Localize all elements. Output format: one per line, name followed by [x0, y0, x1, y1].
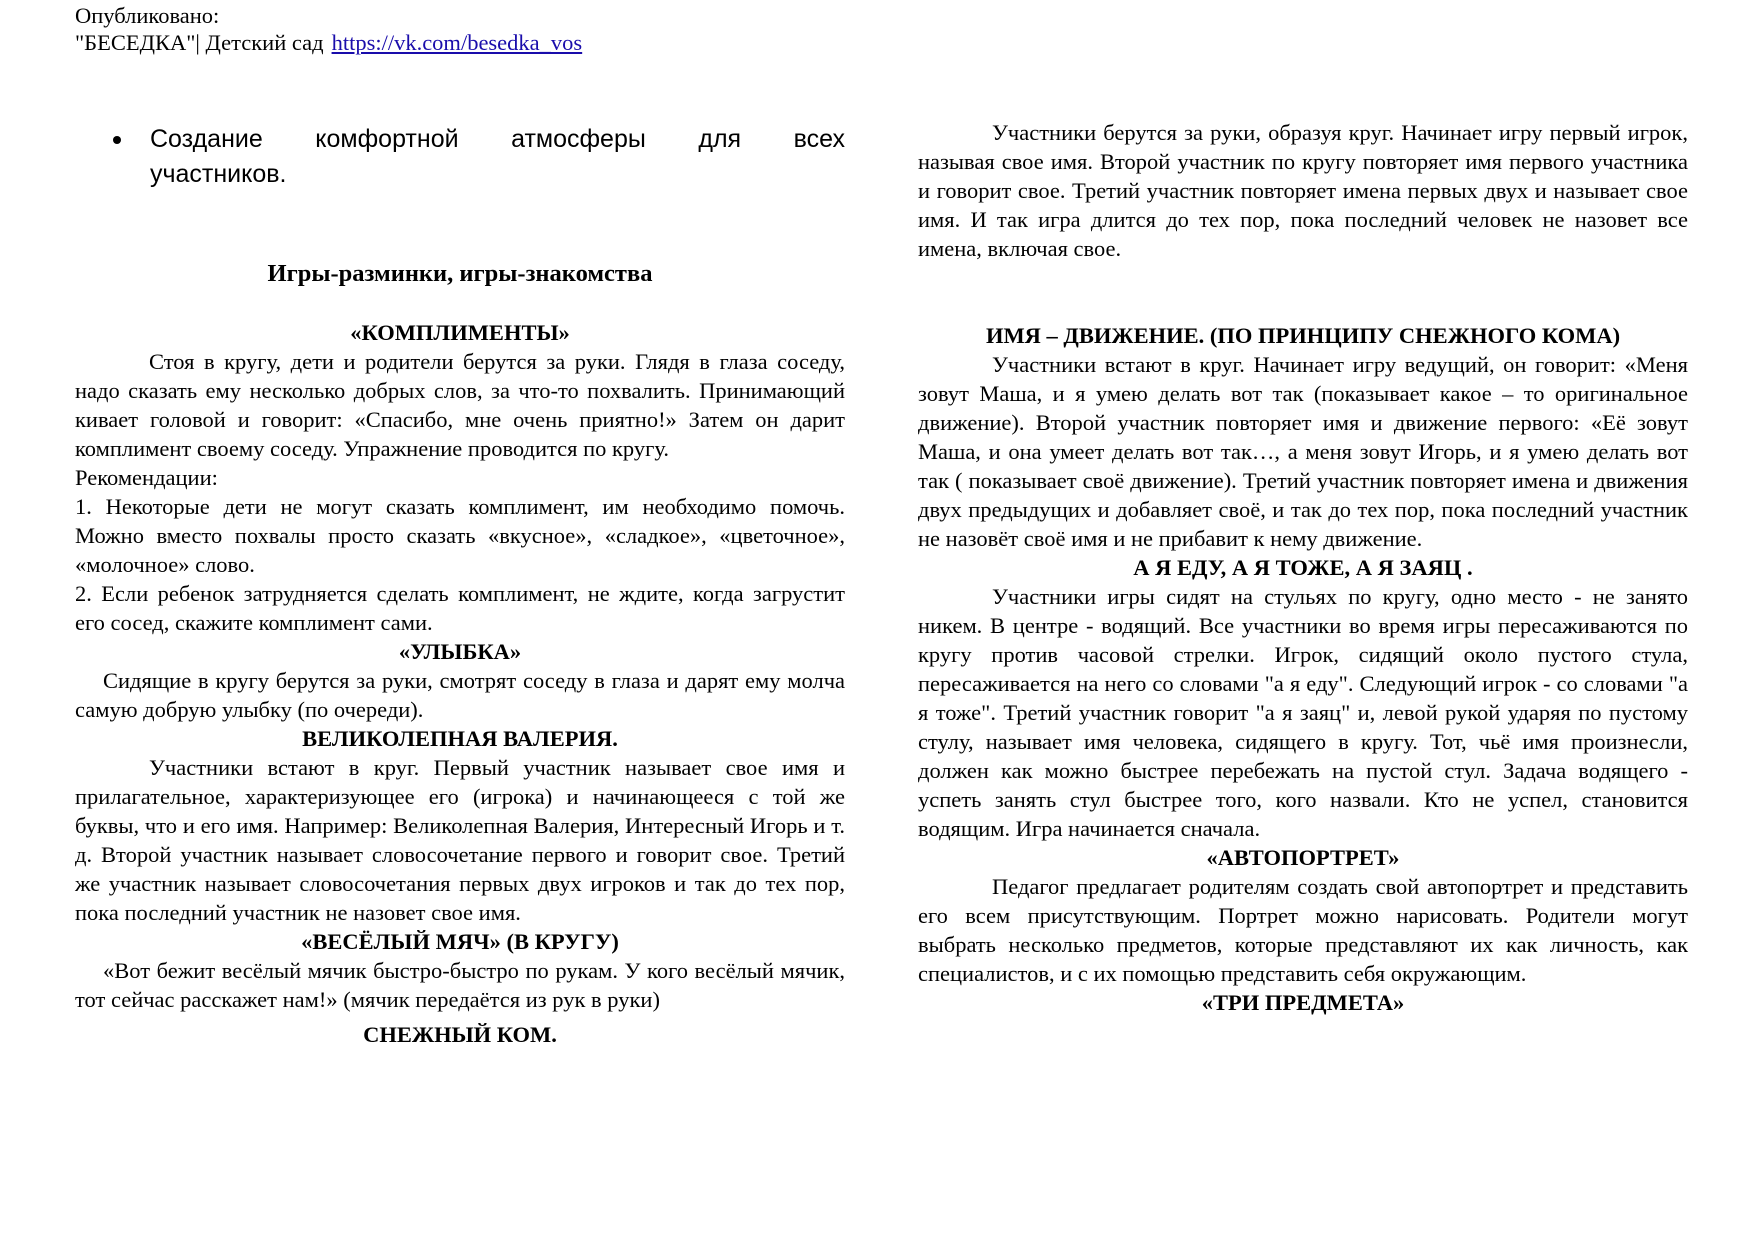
hare-text: Участники игры сидят на стульях по кругу, одно место - не занято никем. В центре - водящий. Все участники во время игры пересаживаются по кругу против часовой стрелки. Игрок, сидящий около пустого стула, пересаживается на него со словами "а я еду". Следующий игрок - со словами "а я тоже". Третий участник говорит "а я заяц" и, левой рукой ударяя по пустому стулу, называет имя человека, сидящего в кругу. Тот, чьё имя произнесли, должен как можно быстрее перебежать на пустой стул. Задача водящего - успеть занять стул быстрее того, кого назвали. Кто не успел, становится водящим. Игра начинается сначала.: [918, 584, 1688, 841]
recommendations-label: Рекомендации:: [75, 465, 218, 490]
smile-text: Сидящие в кругу берутся за руки, смотрят соседу в глаза и дарят ему молча самую добрую улыбку (по очереди).: [75, 668, 845, 722]
smile-title: «УЛЫБКА»: [398, 639, 522, 664]
ball-title: «ВЕСЁЛЫЙ МЯЧ» (В КРУГУ): [301, 929, 619, 954]
bullet-item: [75, 122, 845, 192]
compliments-title: «КОМПЛИМЕНТЫ»: [350, 320, 570, 345]
snowball-text: Участники берутся за руки, образуя круг. Начинает игру первый игрок, называя свое имя. Второй участник по кругу повторяет имя первого участника и говорит свое. Третий участник повторяет имена первых двух и называет свое имя. И так игра длится до тех пор, пока последний человек не назовет все имена, включая свое.: [918, 120, 1688, 261]
portrait-title: «АВТОПОРТРЕТ»: [1206, 845, 1400, 870]
bullet-line-1: Создание комфортной атмосферы для всех: [150, 125, 845, 153]
hare-title: А Я ЕДУ, А Я ТОЖЕ, А Я ЗАЯЦ .: [1133, 555, 1473, 580]
compliments-text: Стоя в кругу, дети и родители берутся за руки. Глядя в глаза соседу, надо сказать ему несколько добрых слов, за что-то похвалить. Принимающий кивает головой и говорит: «Спасибо, мне очень приятно!» Затем он дарит комплимент своему соседу. Упражнение проводится по кругу.: [75, 349, 845, 461]
source-line: [75, 29, 582, 56]
snowball-title: СНЕЖНЫЙ КОМ.: [363, 1022, 557, 1047]
right-column: [918, 118, 1688, 1017]
portrait-text: Педагог предлагает родителям создать свой автопортрет и представить его всем присутствующим. Портрет можно нарисовать. Родители могут выбрать несколько предметов, которые представляют их как личность, как специалистов, и с их помощью представить себя окружающим.: [918, 874, 1688, 986]
left-column: [75, 318, 845, 1049]
valeria-title: ВЕЛИКОЛЕПНАЯ ВАЛЕРИЯ.: [302, 726, 618, 751]
recommendation-1: 1. Некоторые дети не могут сказать комплимент, им необходимо помочь. Можно вместо похвалы просто сказать «вкусное», «сладкое», «цветочное», «молочное» слово.: [75, 494, 845, 577]
section-title: Игры-разминки, игры-знакомства: [267, 260, 653, 287]
bullet-dot-icon: [113, 136, 121, 144]
bullet-line-2: участников.: [150, 160, 287, 188]
vk-link[interactable]: https://vk.com/besedka_vos: [331, 30, 583, 55]
ball-text: «Вот бежит весёлый мячик быстро-быстро по рукам. У кого весёлый мячик, тот сейчас расскажет нам!» (мячик передаётся из рук в руки): [75, 958, 845, 1012]
three-items-title: «ТРИ ПРЕДМЕТА»: [1201, 990, 1405, 1015]
valeria-text: Участники встают в круг. Первый участник называет свое имя и прилагательное, характеризующее его (игрока) и начинающееся с той же буквы, что и его имя. Например: Великолепная Валерия, Интересный Игорь и т. д. Второй участник называет словосочетание первого и говорит свое. Третий же участник называет словосочетания первых двух игроков и так до тех пор, пока последний участник не назовет свое имя.: [75, 755, 845, 925]
page-header: [75, 2, 582, 56]
recommendation-2: 2. Если ребенок затрудняется сделать комплимент, не ждите, когда загрустит его сосед, скажите комплимент сами.: [75, 581, 845, 635]
org-name: "БЕСЕДКА"| Детский сад: [75, 30, 324, 55]
name-move-title: ИМЯ – ДВИЖЕНИЕ. (ПО ПРИНЦИПУ СНЕЖНОГО КОМА): [985, 323, 1621, 348]
name-move-text: Участники встают в круг. Начинает игру ведущий, он говорит: «Меня зовут Маша, и я умею делать вот так (показывает какое – то оригинальное движение). Второй участник повторяет имя и движение первого: «Её зовут Маша, и она умеет делать вот так…, а меня зовут Игорь, и я умею делать вот так ( показывает своё движение). Третий участник повторяет имена и движения двух предыдущих и добавляет своё, и так до тех пор, пока последний участник не назовёт своё имя и не прибавит к нему движение.: [918, 352, 1688, 551]
published-label: Опубликовано:: [75, 3, 220, 28]
